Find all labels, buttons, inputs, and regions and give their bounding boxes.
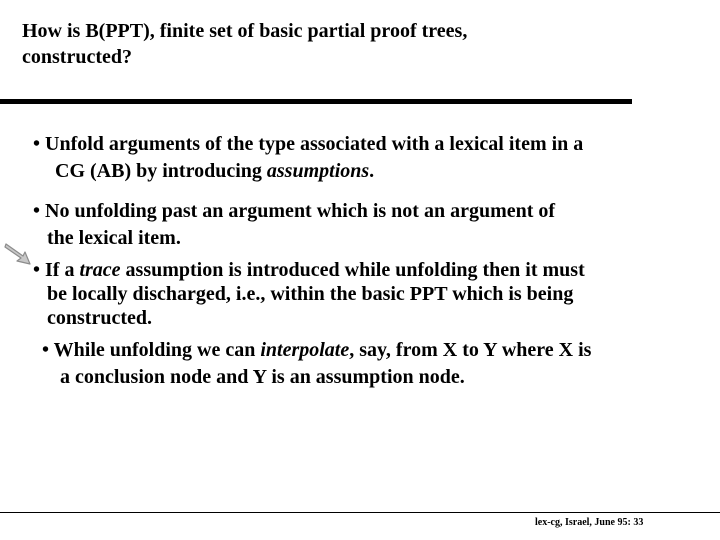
slide-title-line-1: How is B(PPT), finite set of basic partial proof trees, xyxy=(22,20,468,42)
bullet-3-emphasis: trace xyxy=(79,259,121,281)
bullet-3-line-1 xyxy=(33,258,703,282)
bullet-1-period: . xyxy=(369,160,375,182)
slide-title-line-2: constructed? xyxy=(22,46,132,68)
bullet-3-line-3: constructed. xyxy=(47,307,152,329)
title-divider xyxy=(0,99,632,104)
bullet-1-text: CG (AB) by introducing xyxy=(55,160,267,182)
bullet-1-line-2 xyxy=(33,158,703,185)
bullet-4 xyxy=(42,337,712,391)
bullet-4-line-1 xyxy=(42,337,712,364)
bullet-4-line-2: a conclusion node and Y is an assumption node. xyxy=(60,366,465,388)
bullet-1 xyxy=(33,131,703,185)
bullet-4-text-b: , say, from X to Y where X is xyxy=(349,339,592,361)
bullet-2 xyxy=(33,198,703,252)
bullet-3-text-a: • If a xyxy=(33,259,80,281)
bullet-4-text-a: • While unfolding we can xyxy=(42,339,261,361)
bullet-3-text-b: assumption is introduced while unfolding then it must xyxy=(120,259,585,281)
slide-footer: lex-cg, Israel, June 95: 33 xyxy=(535,517,644,528)
bullet-3 xyxy=(33,258,703,330)
bullet-1-emphasis: assumptions xyxy=(266,160,370,182)
footer-divider xyxy=(0,512,720,513)
bullet-1-line-1: • Unfold arguments of the type associated with a lexical item in a xyxy=(33,133,584,155)
bullet-4-emphasis: interpolate xyxy=(260,339,350,361)
arrow-pointer-icon xyxy=(4,241,34,267)
bullet-2-line-1: • No unfolding past an argument which is not an argument of xyxy=(33,200,556,222)
bullet-3-line-2: be locally discharged, i.e., within the basic PPT which is being xyxy=(47,283,574,305)
bullet-2-line-2: the lexical item. xyxy=(47,227,181,249)
slide-title xyxy=(22,18,662,70)
